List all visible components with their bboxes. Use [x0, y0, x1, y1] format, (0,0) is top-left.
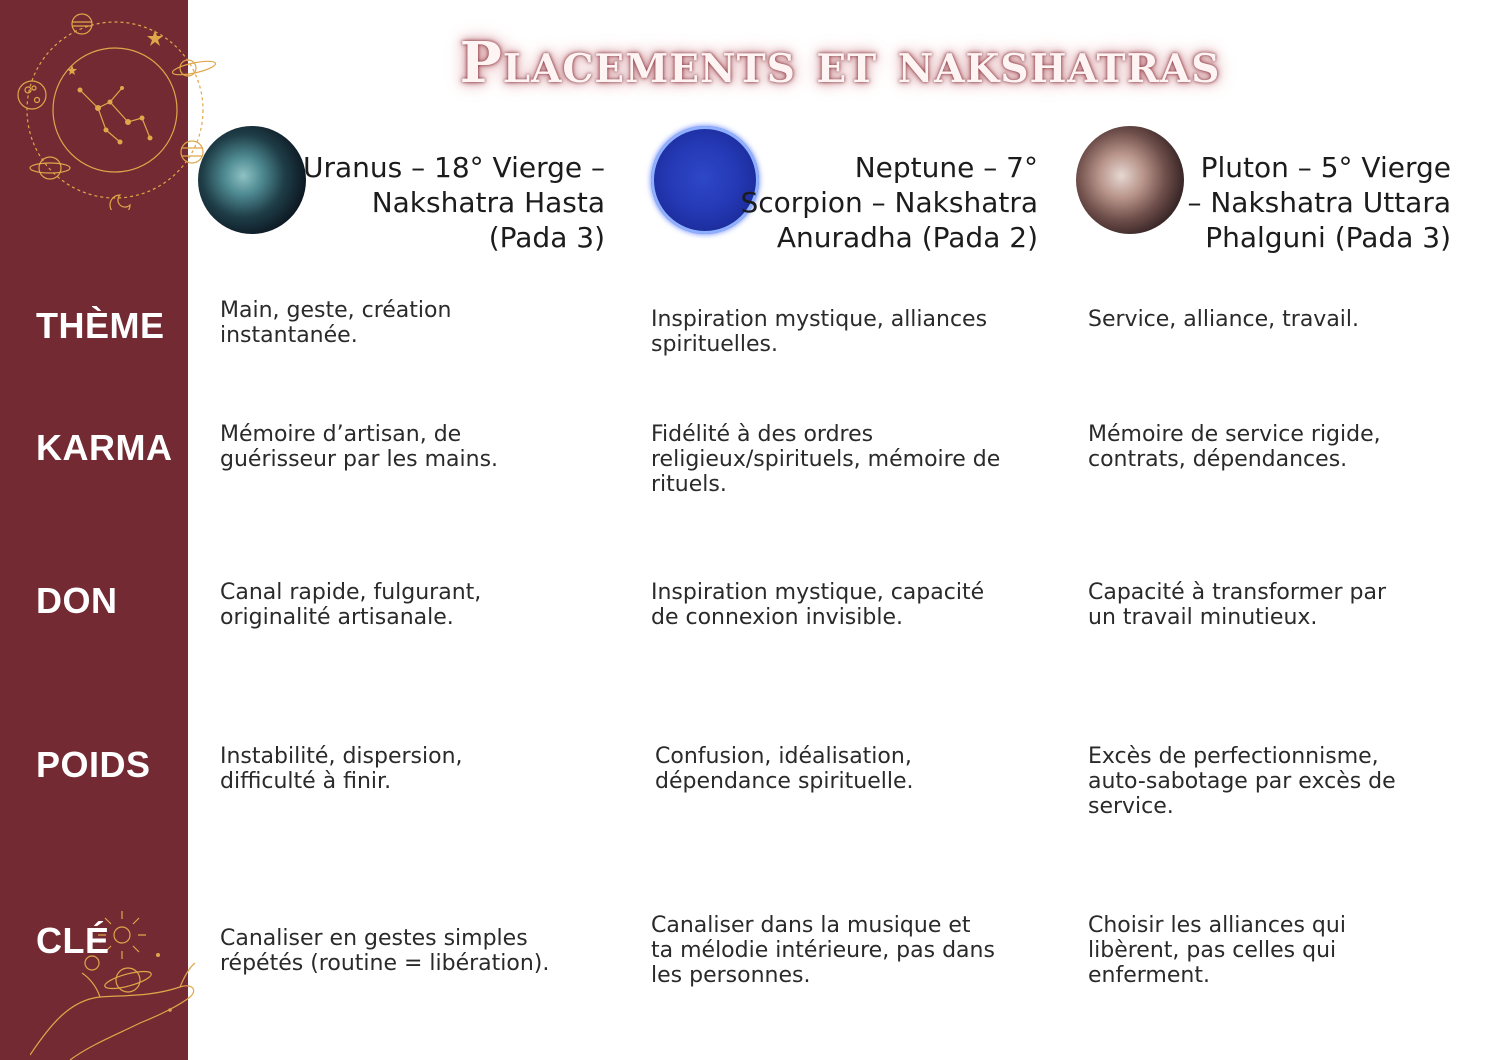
row-label-don: DON — [36, 580, 118, 621]
cell-line: difficulté à finir. — [220, 769, 392, 794]
cell-line: Mémoire de service rigide, — [1088, 422, 1381, 447]
cell-line: spirituelles. — [651, 332, 779, 357]
cell-line: Canaliser dans la musique et — [651, 913, 971, 938]
column-heading-pluto — [1158, 150, 1451, 255]
cell-don-uranus — [220, 580, 600, 630]
cell-line: libèrent, pas celles qui — [1088, 938, 1337, 963]
page-title: Placements et nakshatras — [459, 30, 1221, 96]
cell-line: Service, alliance, travail. — [1088, 307, 1360, 332]
cell-cle-neptune — [651, 913, 1031, 988]
cell-line: contrats, dépendances. — [1088, 447, 1348, 472]
cell-line: Excès de perfectionnisme, — [1088, 744, 1379, 769]
cell-line: rituels. — [651, 472, 727, 497]
cell-karma-pluto — [1088, 422, 1468, 472]
cell-line: ta mélodie intérieure, pas dans — [651, 938, 995, 963]
constellation-planets-icon — [10, 10, 225, 210]
column-heading-uranus — [300, 150, 605, 255]
cell-line: originalité artisanale. — [220, 605, 454, 630]
cell-line: enferment. — [1088, 963, 1210, 988]
cell-line: Mémoire d’artisan, de — [220, 422, 462, 447]
heading-line: Scorpion – Nakshatra — [740, 186, 1038, 219]
cell-line: Fidélité à des ordres — [651, 422, 874, 447]
cell-line: auto-sabotage par excès de — [1088, 769, 1396, 794]
cell-don-pluto — [1088, 580, 1468, 630]
cell-karma-uranus — [220, 422, 600, 472]
heading-line: Neptune – 7° — [854, 151, 1038, 184]
cell-poids-neptune — [655, 744, 1035, 794]
cell-line: un travail minutieux. — [1088, 605, 1318, 630]
heading-line: (Pada 3) — [488, 221, 605, 254]
cell-theme-neptune — [651, 307, 1031, 357]
heading-line: Pluton – 5° Vierge — [1200, 151, 1451, 184]
row-label-poids: POIDS — [36, 744, 151, 785]
cell-line: religieux/spirituels, mémoire de — [651, 447, 1001, 472]
cell-line: Main, geste, création — [220, 298, 452, 323]
cell-don-neptune — [651, 580, 1031, 630]
cell-line: Choisir les alliances qui — [1088, 913, 1346, 938]
cell-line: Canaliser en gestes simples — [220, 926, 528, 951]
cell-line: répétés (routine = libération). — [220, 951, 550, 976]
cell-line: Inspiration mystique, capacité — [651, 580, 985, 605]
cell-line: Canal rapide, fulgurant, — [220, 580, 482, 605]
cell-line: Confusion, idéalisation, — [655, 744, 912, 769]
heading-line: Phalguni (Pada 3) — [1205, 221, 1451, 254]
cell-cle-pluto — [1088, 913, 1468, 988]
cell-line: service. — [1088, 794, 1174, 819]
cell-karma-neptune — [651, 422, 1031, 497]
cell-line: Instabilité, dispersion, — [220, 744, 463, 769]
cell-cle-uranus — [220, 926, 600, 976]
row-label-cle: CLÉ — [36, 920, 110, 961]
cell-poids-uranus — [220, 744, 600, 794]
heading-line: Nakshatra Hasta — [371, 186, 605, 219]
heading-line: Anuradha (Pada 2) — [776, 221, 1038, 254]
row-label-theme: THÈME — [36, 305, 165, 346]
cell-theme-pluto — [1088, 307, 1468, 332]
cell-line: guérisseur par les mains. — [220, 447, 499, 472]
cell-theme-uranus — [220, 298, 600, 348]
heading-line: – Nakshatra Uttara — [1187, 186, 1451, 219]
cell-line: dépendance spirituelle. — [655, 769, 914, 794]
column-heading-neptune — [728, 150, 1038, 255]
row-label-karma: KARMA — [36, 427, 173, 468]
cell-line: de connexion invisible. — [651, 605, 903, 630]
cell-line: Inspiration mystique, alliances — [651, 307, 988, 332]
cell-line: Capacité à transformer par — [1088, 580, 1387, 605]
heading-line: Uranus – 18° Vierge – — [302, 151, 605, 184]
cell-poids-pluto — [1088, 744, 1468, 819]
cell-line: instantanée. — [220, 323, 358, 348]
cell-line: les personnes. — [651, 963, 811, 988]
uranus-planet-icon — [198, 126, 306, 234]
